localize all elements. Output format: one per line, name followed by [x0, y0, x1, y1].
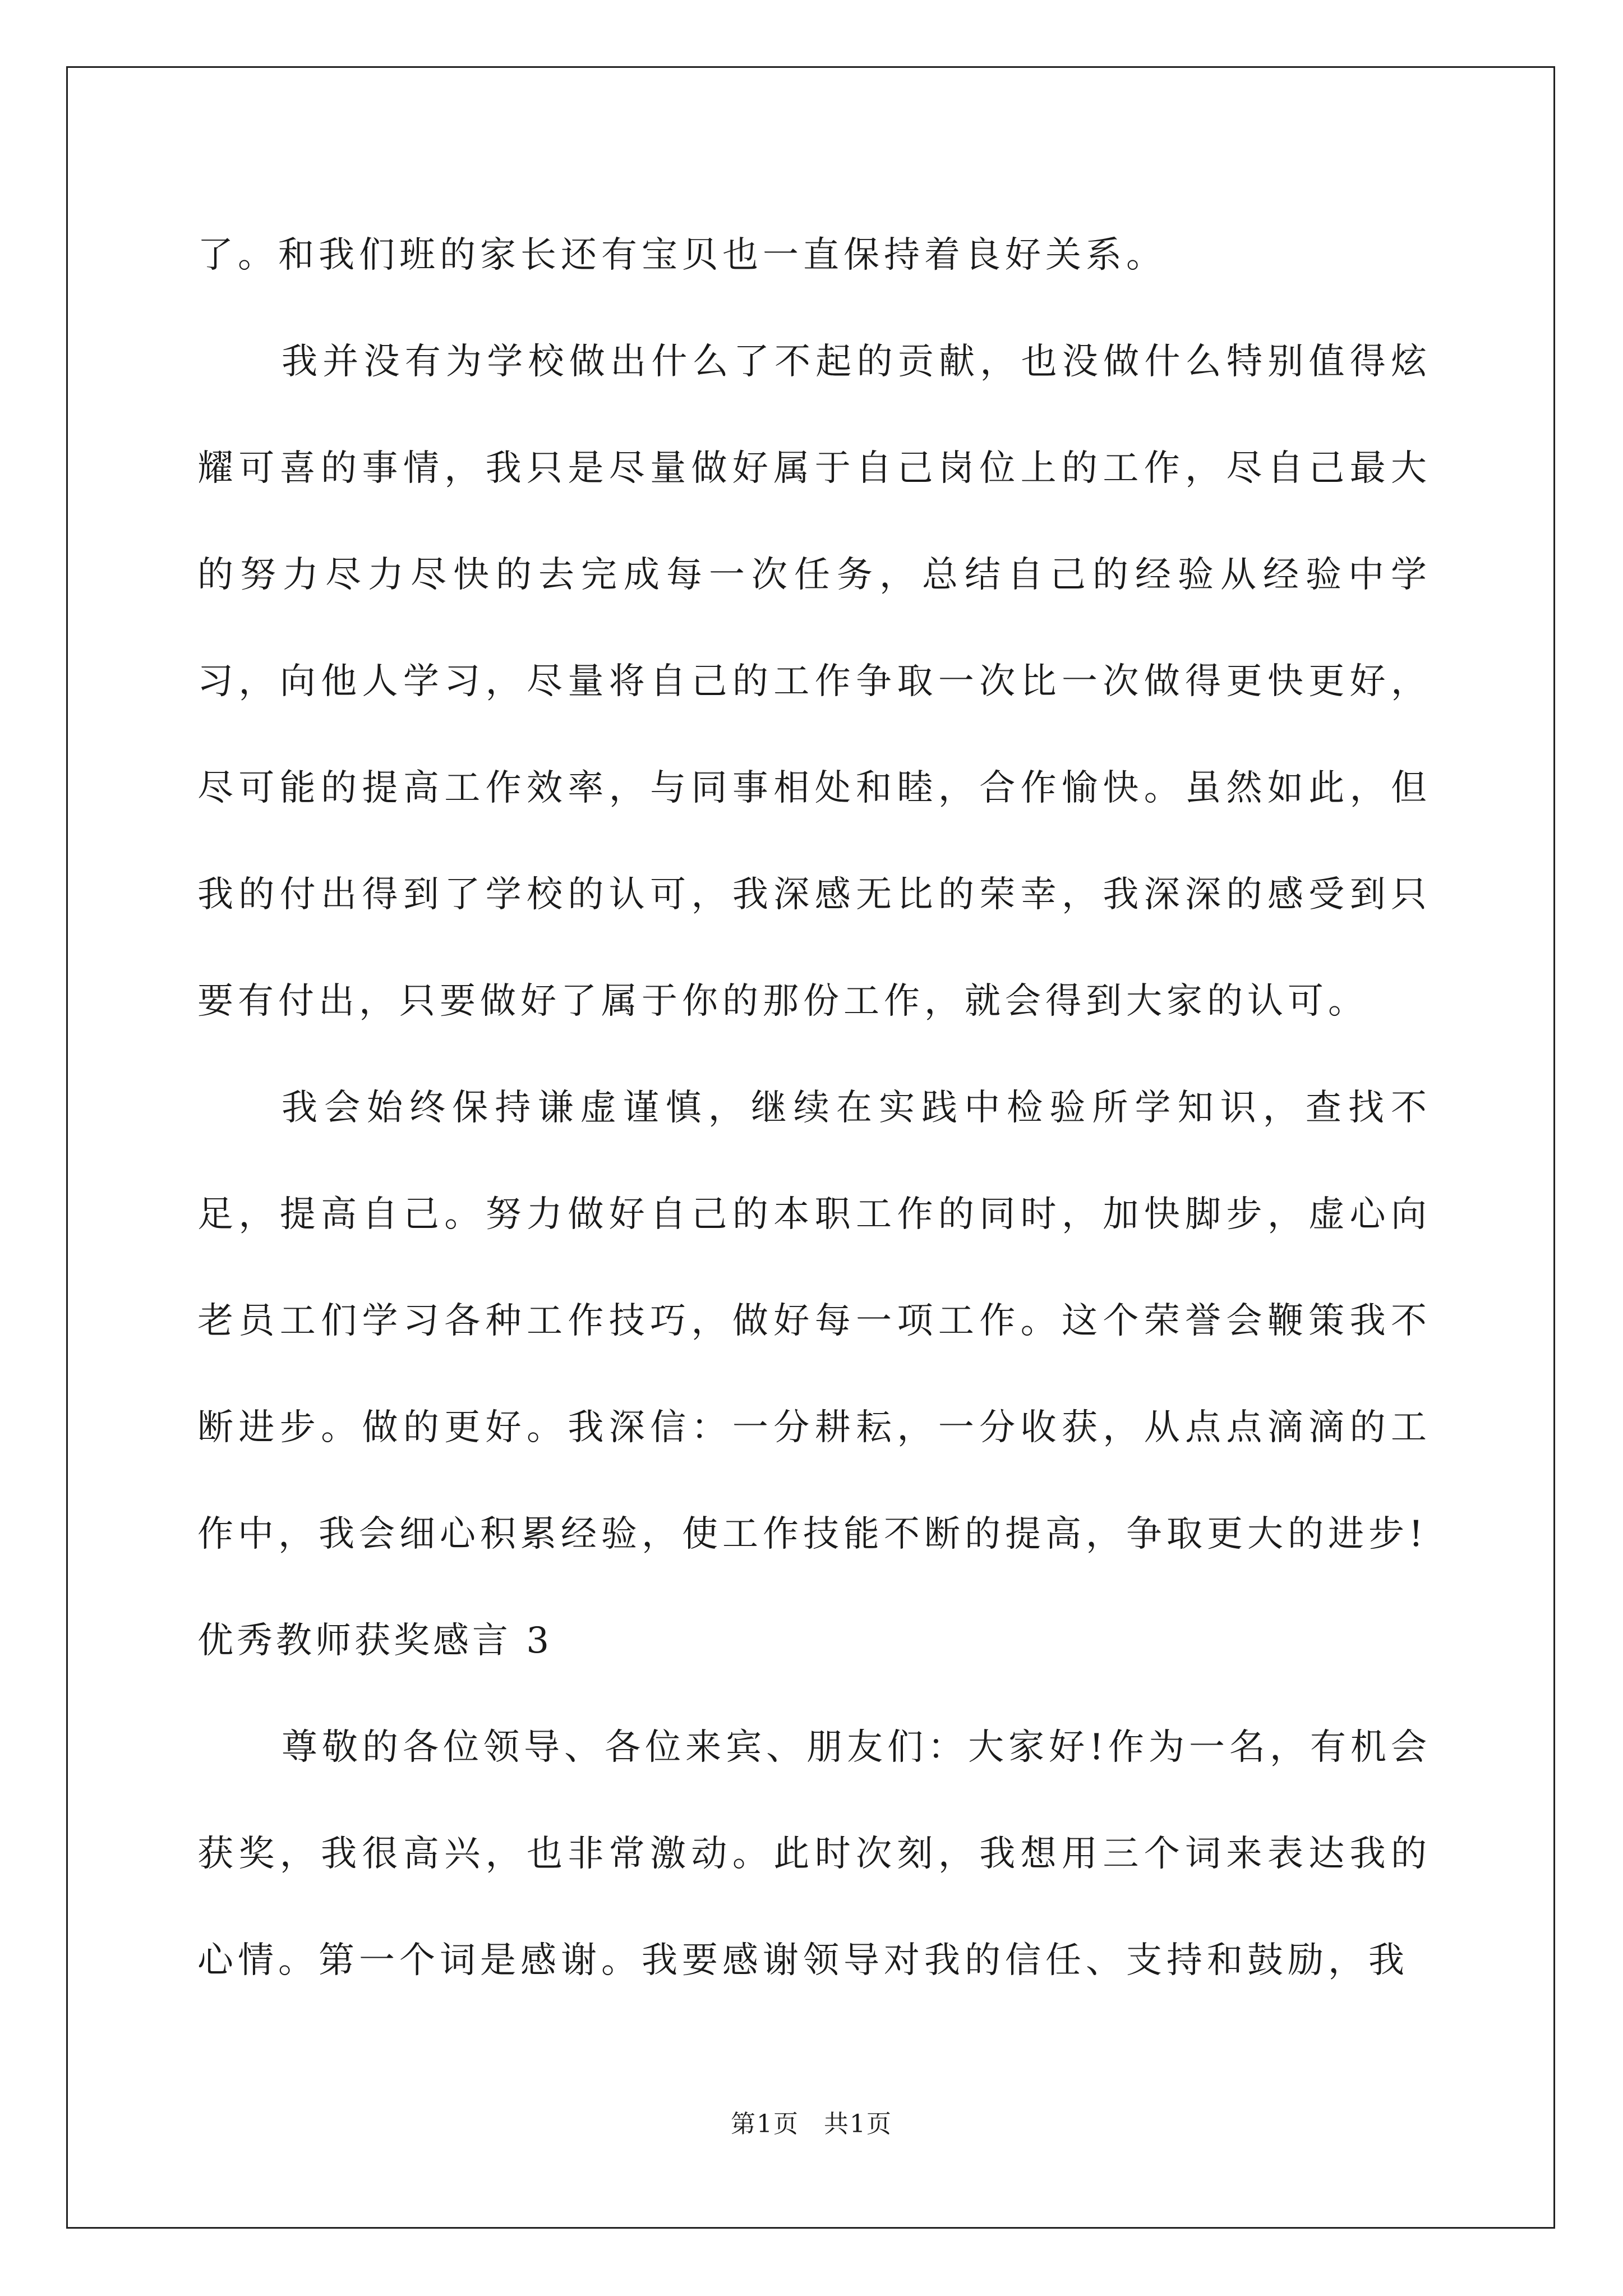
paragraph-2: 我并没有为学校做出什么了不起的贡献，也没做什么特别值得炫耀可喜的事情，我只是尽量做好属于自己岗位上的工作，尽自己最大的努力尽力尽快的去完成每一次任务，总结自己的经验从经验中学习，向他人学习，尽量将自己的工作争取一次比一次做得更快更好，尽可能的提高工作效率，与同事相处和睦，合作愉快。虽然如此，但我的付出得到了学校的认可，我深感无比的荣幸，我深深的感受到只要有付出，只要做好了属于你的那份工作，就会得到大家的认可。 — [197, 341, 1431, 1022]
paragraph-1: 了。和我们班的家长还有宝贝也一直保持着良好关系。 — [197, 234, 1166, 276]
page-number: 第1页 — [731, 2110, 799, 2138]
page-footer — [0, 2104, 1623, 2139]
paragraph-3: 我会始终保持谦虚谨慎，继续在实践中检验所学知识，查找不足，提高自己。努力做好自己的本职工作的同时，加快脚步，虚心向老员工们学习各种工作技巧，做好每一项工作。这个荣誉会鞭策我不断进步。做的更好。我深信：一分耕耘，一分收获，从点点滴滴的工作中，我会细心积累经验，使工作技能不断的提高，争取更大的进步! — [197, 1087, 1431, 1555]
section-heading: 优秀教师获奖感言 3 — [197, 1620, 553, 1662]
document-body — [197, 202, 1431, 2014]
page-total: 共1页 — [824, 2110, 892, 2138]
paragraph-4: 尊敬的各位领导、各位来宾、朋友们：大家好!作为一名，有机会获奖，我很高兴，也非常激动。此时次刻，我想用三个词来表达我的心情。第一个词是感谢。我要感谢领导对我的信任、支持和鼓励，我 — [197, 1727, 1431, 1981]
